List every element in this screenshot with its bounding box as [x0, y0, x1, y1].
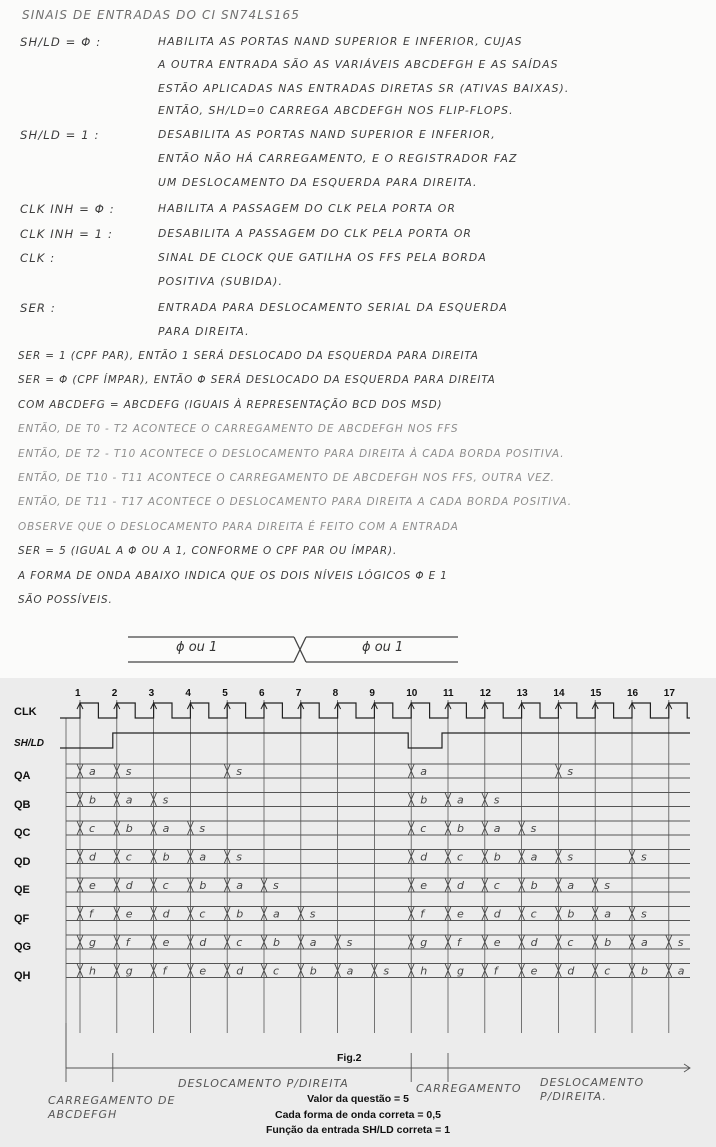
bus-value: b	[641, 964, 648, 978]
bus-value: g	[89, 936, 96, 949]
definition-term: CLK INH = 1 :	[20, 227, 114, 241]
definition-term: SH/LD = 1 :	[20, 128, 100, 142]
bus-value: a	[567, 879, 575, 892]
definition-text: DESABILITA A PASSAGEM DO CLK PELA PORTA OR	[158, 227, 473, 240]
bus-value: d	[420, 850, 428, 864]
bus-value: g	[457, 964, 464, 978]
bus-value: b	[309, 964, 317, 978]
bus-value: d	[199, 936, 207, 949]
definition-text: ENTÃO, SH/LD=0 CARREGA ABCDEFGH NOS FLIP-FLOPS.	[158, 104, 514, 117]
bus-value: a	[493, 822, 501, 835]
bus-value: c	[236, 936, 243, 949]
paragraph-line: A FORMA DE ONDA ABAIXO INDICA QUE OS DOIS NÍVEIS LÓGICOS Φ E 1	[18, 569, 448, 582]
bus-value: b	[199, 879, 207, 892]
footer-line-1: Valor da questão = 5	[307, 1093, 409, 1105]
paragraph-line: SER = 5 (IGUAL A Φ OU A 1, CONFORME O CPF PAR OU ÍMPAR).	[18, 545, 398, 558]
definition-term: SER :	[20, 301, 56, 315]
bus-value: h	[89, 964, 96, 978]
definition-text: DESABILITA AS PORTAS NAND SUPERIOR E INFERIOR,	[158, 128, 496, 141]
notes-title: SINAIS DE ENTRADAS DO CI SN74LS165	[22, 8, 300, 22]
bus-value: b	[530, 879, 538, 892]
signal-label: QC	[14, 827, 31, 839]
bus-value: d	[236, 964, 244, 978]
clock-number: 9	[369, 688, 375, 699]
bus-value: c	[457, 850, 464, 864]
bus-value: a	[236, 879, 243, 892]
clock-number: 16	[627, 688, 639, 699]
paragraph-line: ENTÃO, DE T11 - T17 ACONTECE O DESLOCAMENTO PARA DIREITA A CADA BORDA POSITIVA.	[18, 496, 572, 509]
bus-value: b	[89, 793, 96, 807]
bus-value: s	[530, 822, 537, 835]
paragraph-line: SER = Φ (CPF ÍMPAR), ENTÃO Φ SERÁ DESLOCADO DA ESQUERDA PARA DIREITA	[18, 374, 496, 387]
bus-value: d	[89, 850, 96, 864]
bus-value: g	[125, 964, 133, 978]
clock-number: 2	[111, 688, 118, 699]
bus-value: g	[420, 936, 428, 949]
clock-number: 10	[406, 688, 418, 699]
bus-value: c	[125, 850, 132, 864]
paragraph-line: SER = 1 (CPF PAR), ENTÃO 1 SERÁ DESLOCADO DA ESQUERDA PARA DIREITA	[18, 350, 479, 362]
bus-value: c	[567, 936, 574, 949]
paragraph-line: ENTÃO, DE T10 - T11 ACONTECE O CARREGAMENTO DE ABCDEFGH NOS FFS, OUTRA VEZ.	[18, 472, 555, 484]
clock-number: 4	[185, 688, 191, 699]
bus-value: c	[420, 822, 427, 835]
signal-label: SH/LD	[14, 738, 44, 749]
bus-value: c	[493, 879, 500, 892]
annotation-shift-1: DESLOCAMENTO P/DIREITA	[178, 1077, 349, 1090]
bus-value: e	[493, 936, 501, 949]
paragraph-line: SÃO POSSÍVEIS.	[18, 594, 113, 606]
bus-value: b	[420, 793, 428, 807]
bus-value: b	[567, 907, 575, 921]
bus-value: d	[567, 964, 575, 978]
bus-value: f	[162, 964, 167, 978]
bus-value: s	[383, 964, 390, 978]
bus-value: b	[236, 907, 244, 921]
bus-value: s	[309, 907, 316, 921]
bus-value: s	[199, 822, 206, 835]
bus-value: a	[346, 964, 354, 978]
level-label-left: ϕ ou 1	[176, 640, 218, 655]
bus-value: f	[125, 936, 130, 949]
bus-value: s	[125, 765, 132, 778]
bus-value: s	[641, 850, 647, 864]
bus-value: b	[273, 936, 280, 949]
bus-value: a	[309, 936, 317, 949]
bus-value: d	[125, 879, 133, 892]
clock-number: 15	[590, 688, 602, 699]
bus-value: c	[604, 964, 611, 978]
annotation-load-1: CARREGAMENTO DE ABCDEFGH	[48, 1094, 176, 1121]
definition-text: HABILITA AS PORTAS NAND SUPERIOR E INFERIOR, CUJAS	[158, 35, 523, 48]
definition-text: ESTÃO APLICADAS NAS ENTRADAS DIRETAS SR (ATIVAS BAIXAS).	[158, 82, 570, 95]
logic-level-waveform	[0, 625, 716, 685]
bus-value: e	[89, 879, 96, 892]
annotation-load-2: CARREGAMENTO	[416, 1082, 522, 1095]
paragraph-line: ENTÃO, DE T0 - T2 ACONTECE O CARREGAMENTO DE ABCDEFGH NOS FFS	[18, 423, 459, 436]
bus-value: s	[273, 879, 279, 892]
bus-value: s	[641, 907, 647, 921]
definition-text: SINAL DE CLOCK QUE GATILHA OS FFS PELA BORDA	[158, 251, 487, 264]
bus-value: a	[457, 793, 464, 807]
bus-value: h	[420, 964, 428, 978]
definition-term: SH/LD = Φ :	[20, 35, 102, 49]
signal-label: QG	[14, 941, 32, 953]
bus-value: f	[89, 907, 93, 921]
definition-term: CLK :	[20, 251, 56, 265]
bus-value: a	[420, 765, 427, 778]
clock-number: 14	[553, 688, 565, 699]
bus-value: s	[604, 879, 610, 892]
bus-value: s	[236, 765, 242, 778]
bus-value: c	[273, 964, 280, 978]
bus-value: c	[89, 822, 96, 835]
bus-value: c	[530, 907, 537, 921]
signal-label: QE	[14, 884, 30, 896]
clock-number: 13	[516, 688, 528, 699]
bus-value: e	[125, 907, 133, 921]
bus-value: s	[567, 850, 574, 864]
definition-text: ENTÃO NÃO HÁ CARREGAMENTO, E O REGISTRADOR FAZ	[158, 152, 518, 165]
bus-value: c	[162, 879, 169, 892]
bus-value: d	[457, 879, 464, 892]
clock-number: 1	[75, 688, 81, 699]
definition-term: CLK INH = Φ :	[20, 202, 115, 216]
paragraph-line: ENTÃO, DE T2 - T10 ACONTECE O DESLOCAMENTO PARA DIREITA À CADA BORDA POSITIVA.	[18, 447, 565, 460]
bus-value: a	[273, 907, 280, 921]
bus-value: b	[162, 850, 170, 864]
annotation-shift-2: DESLOCAMENTO P/DIREITA.	[540, 1076, 645, 1103]
bus-value: e	[162, 936, 170, 949]
bus-value: f	[493, 964, 498, 978]
bus-value: s	[162, 793, 169, 807]
clock-number: 3	[148, 688, 155, 699]
bus-value: a	[677, 964, 685, 978]
bus-value: a	[641, 936, 648, 949]
signal-label: QH	[14, 970, 31, 982]
signal-label: CLK	[14, 706, 37, 718]
bus-value: e	[199, 964, 207, 978]
bus-value: e	[420, 879, 427, 892]
bus-value: a	[530, 850, 538, 864]
timing-diagram	[0, 678, 716, 1147]
bus-value: d	[530, 936, 538, 949]
clock-number: 6	[259, 688, 265, 699]
bus-value: s	[236, 850, 242, 864]
bus-value: b	[457, 822, 464, 835]
bus-value: f	[420, 907, 425, 921]
definition-text: POSITIVA (SUBIDA).	[158, 275, 284, 288]
bus-value: b	[604, 936, 612, 949]
signal-label: QF	[14, 913, 30, 925]
signal-label: QB	[14, 799, 31, 811]
clock-number: 5	[222, 688, 228, 699]
bus-value: a	[199, 850, 207, 864]
bus-value: s	[493, 793, 500, 807]
definition-text: UM DESLOCAMENTO DA ESQUERDA PARA DIREITA.	[158, 176, 478, 189]
bus-value: s	[677, 936, 684, 949]
clock-number: 11	[443, 688, 454, 699]
clock-number: 7	[295, 688, 302, 699]
bus-value: b	[493, 850, 501, 864]
signal-label: QA	[14, 770, 31, 782]
bus-value: d	[162, 907, 170, 921]
level-label-right: ϕ ou 1	[362, 640, 404, 655]
signal-label: QD	[14, 856, 31, 868]
figure-label: Fig.2	[337, 1052, 362, 1064]
bus-value: s	[567, 765, 574, 778]
clock-number: 17	[663, 688, 675, 699]
bus-value: a	[604, 907, 611, 921]
definition-text: HABILITA A PASSAGEM DO CLK PELA PORTA OR	[158, 202, 456, 215]
clock-number: 12	[479, 688, 491, 699]
paragraph-line: OBSERVE QUE O DESLOCAMENTO PARA DIREITA É FEITO COM A ENTRADA	[18, 520, 459, 533]
definition-text: A OUTRA ENTRADA SÃO AS VARIÁVEIS ABCDEFGH E AS SAÍDAS	[158, 58, 559, 71]
definition-text: ENTRADA PARA DESLOCAMENTO SERIAL DA ESQUERDA	[158, 301, 508, 314]
paragraph-line: COM ABCDEFG = ABCDEFG (IGUAIS À REPRESENTAÇÃO BCD DOS MSD)	[18, 398, 443, 411]
bus-value: a	[125, 793, 133, 807]
clock-number: 8	[332, 688, 339, 699]
bus-value: f	[457, 936, 461, 949]
bus-value: c	[199, 907, 206, 921]
bus-value: e	[530, 964, 538, 978]
bus-value: e	[457, 907, 464, 921]
bus-value: a	[89, 765, 96, 778]
bus-value: d	[493, 907, 501, 921]
bus-value: a	[162, 822, 170, 835]
definition-text: PARA DIREITA.	[158, 325, 250, 338]
footer-line-2: Cada forma de onda correta = 0,5	[274, 1109, 442, 1121]
bus-value: b	[125, 822, 133, 835]
footer-line-3: Função da entrada SH/LD correta = 1	[265, 1124, 451, 1136]
bus-value: s	[346, 936, 353, 949]
